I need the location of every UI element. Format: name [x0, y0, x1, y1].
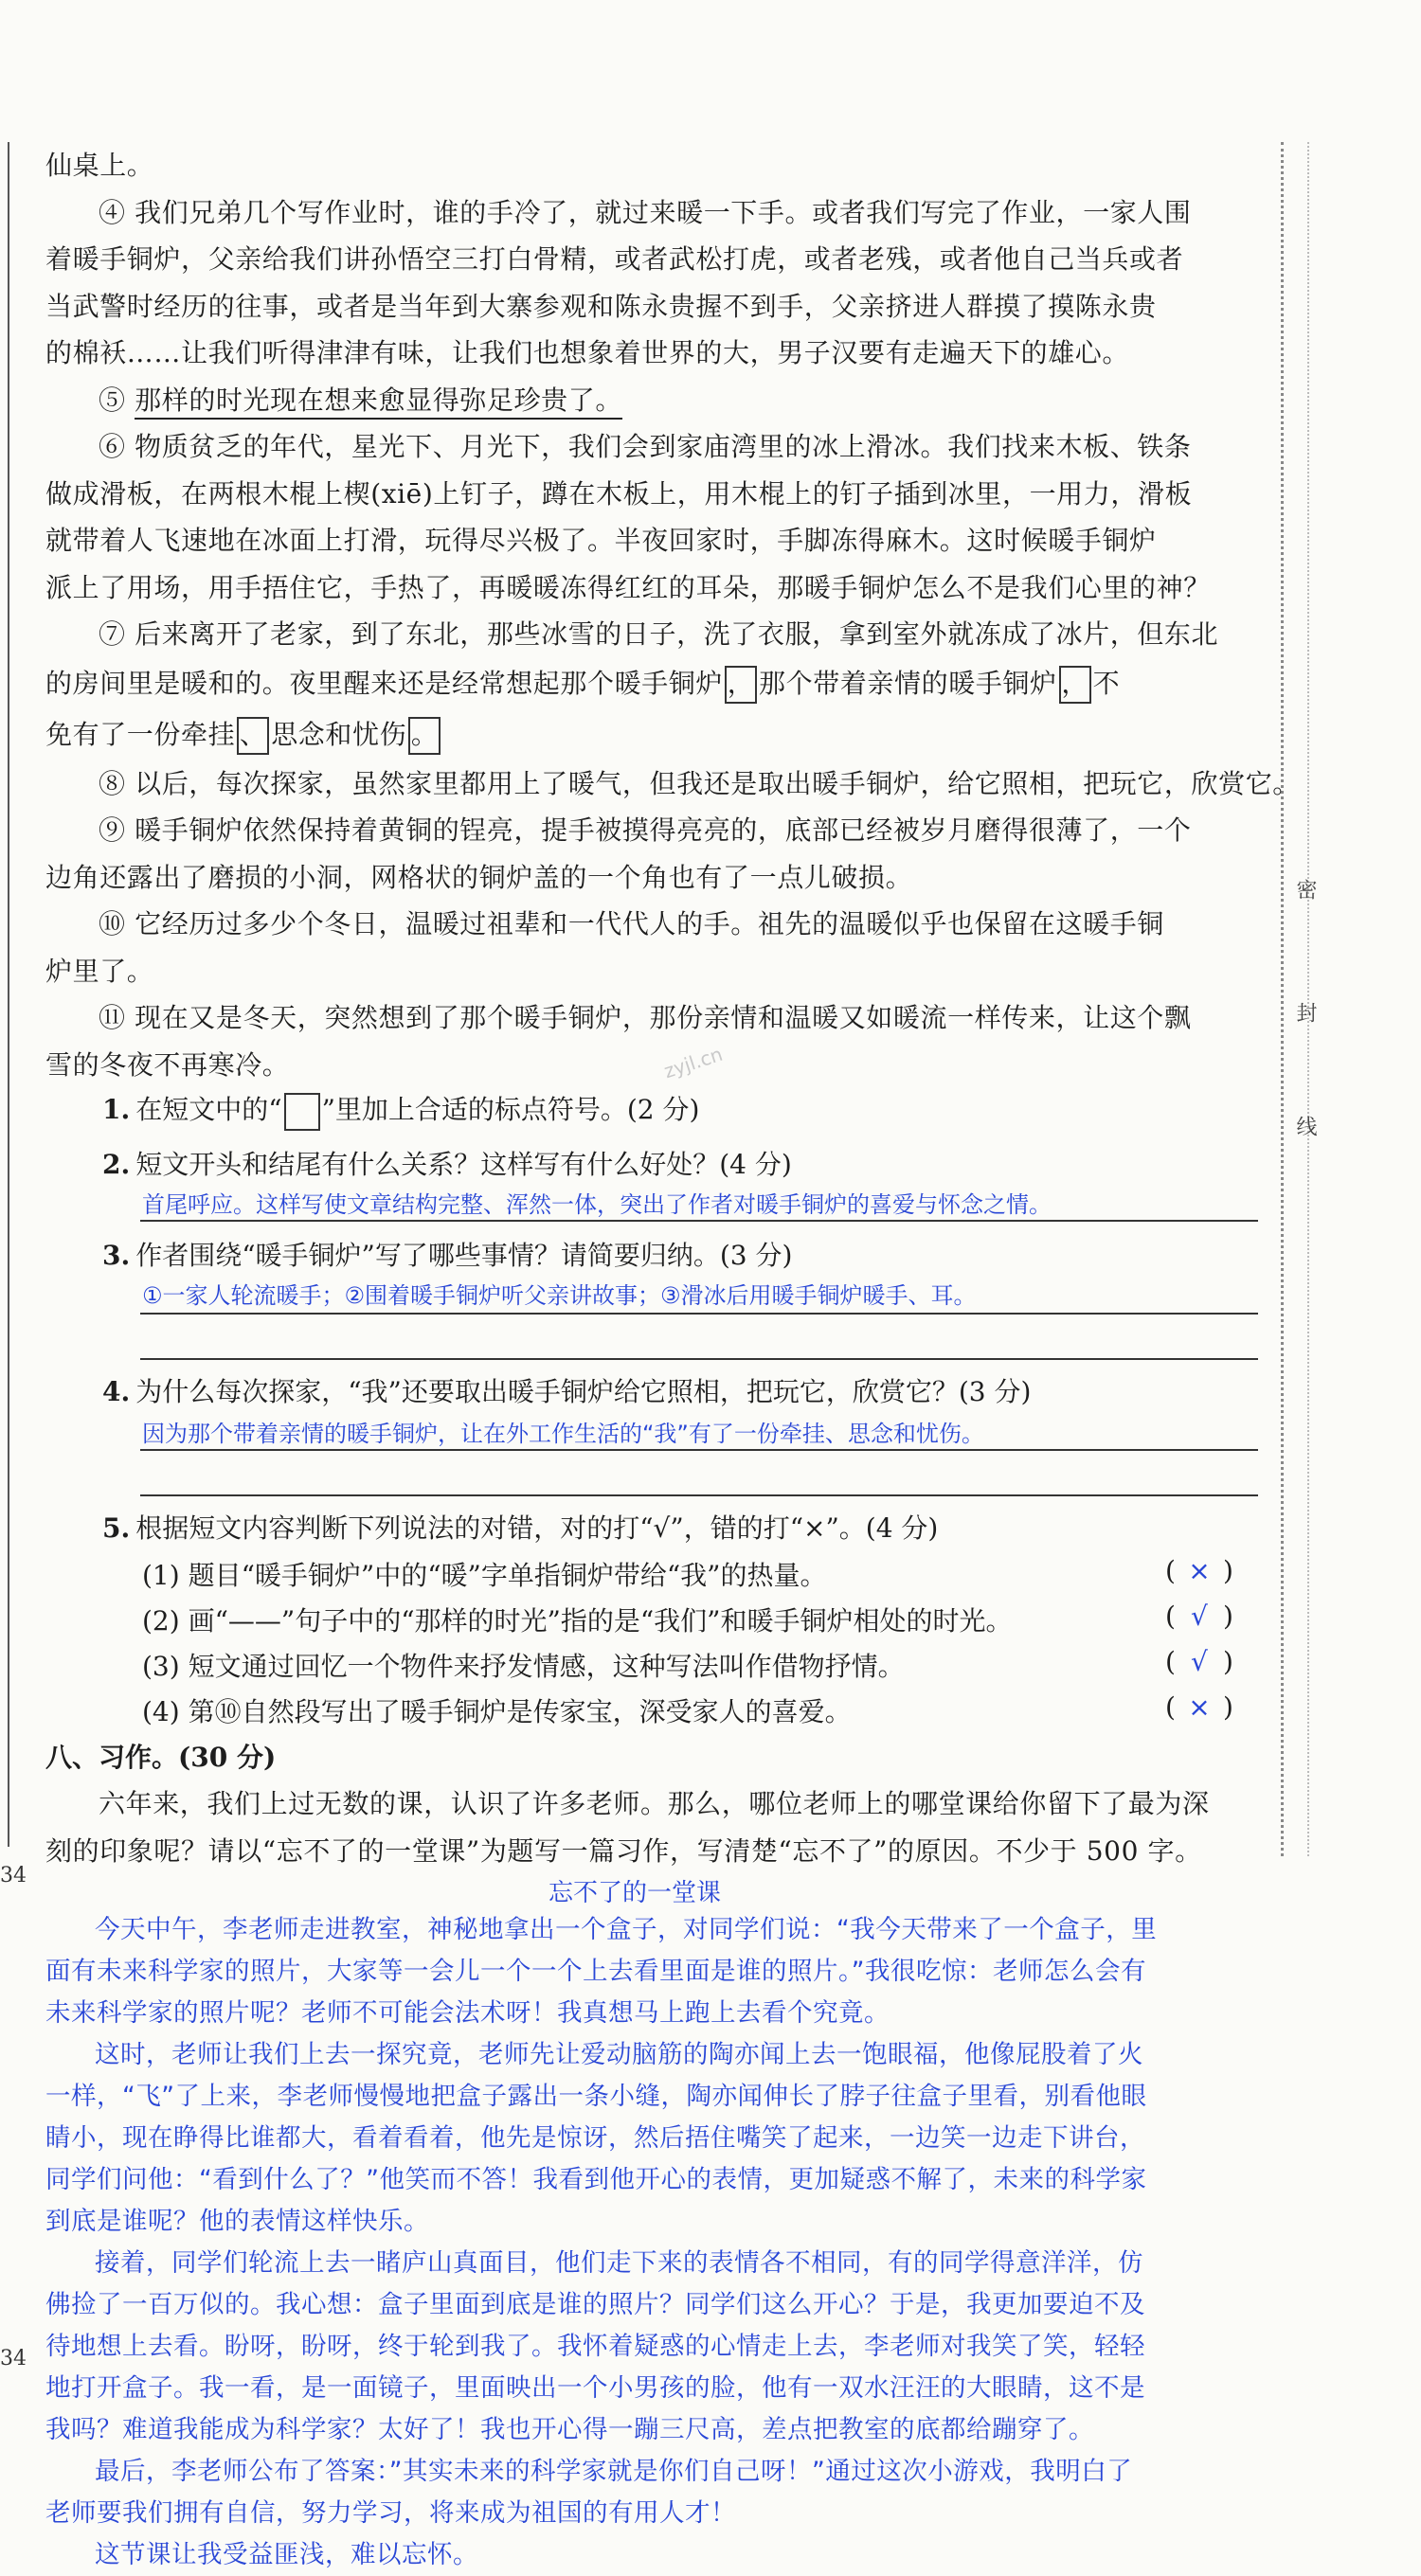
passage-line: ⑨ 暖手铜炉依然保持着黄铜的锃亮，提手被摸得亮亮的，底部已经被岁月磨得很薄了，一个	[99, 814, 1192, 846]
empty-box-icon	[284, 1093, 320, 1131]
judge-answer[interactable]: ( × )	[1165, 1555, 1233, 1586]
punctuation-box[interactable]: ，	[725, 666, 757, 704]
essay-line: 同学们问他：“看到什么了？”他笑而不答！我看到他开心的表情，更加疑惑不解了，未来的科学家	[45, 2165, 1147, 2194]
judge-item: (3) 短文通过回忆一个物件来抒发情感，这种写法叫作借物抒情。	[142, 1651, 905, 1682]
passage-paragraph-5	[45, 377, 1258, 424]
passage-line-with-boxes	[45, 658, 1258, 709]
passage-text: 那个带着亲情的暖手铜炉	[759, 667, 1057, 699]
judge-answer[interactable]: ( √ )	[1165, 1601, 1233, 1632]
passage-text: 免有了一份牵挂	[45, 718, 236, 750]
paragraph-number: ⑤	[99, 384, 126, 416]
question-1: 1. 在短文中的“ ”里加上合适的标点符号。(2 分)	[102, 1089, 699, 1131]
passage-text: 不	[1092, 667, 1121, 699]
question-3: 3. 作者围绕“暖手铜炉”写了哪些事情？请简要归纳。(3 分)	[102, 1240, 793, 1271]
essay-title: 忘不了的一堂课	[548, 1879, 721, 1907]
essay-line: 睛小，现在睁得比谁都大，看着看着，他先是惊讶，然后捂住嘴笑了起来，一边笑一边走下讲台，	[45, 2123, 1145, 2153]
question-4: 4. 为什么每次探家，“我”还要取出暖手铜炉给它照相，把玩它，欣赏它？(3 分)	[102, 1376, 1032, 1407]
answer-line	[140, 1220, 1258, 1222]
passage-text: 的房间里是暖和的。夜里醒来还是经常想起那个暖手铜炉	[45, 667, 724, 699]
essay-line: 我吗？难道我能成为科学家？太好了！我也开心得一蹦三尺高，差点把教室的底都给蹦穿了。	[45, 2415, 1094, 2444]
punctuation-box[interactable]: 、	[237, 717, 269, 755]
passage-line: ⑥ 物质贫乏的年代，星光下、月光下，我们会到家庙湾里的冰上滑冰。我们找来木板、铁条	[99, 431, 1192, 462]
answer-line	[140, 1313, 1258, 1315]
section-8-title: 八、习作。(30 分)	[45, 1742, 277, 1773]
answer-3[interactable]: ①一家人轮流暖手；②围着暖手铜炉听父亲讲故事；③滑冰后用暖手铜炉暖手、耳。	[142, 1282, 977, 1309]
essay-line: 未来科学家的照片呢？老师不可能会法术呀！我真想马上跑上去看个究竟。	[45, 1998, 890, 2028]
passage-line: ⑦ 后来离开了老家，到了东北，那些冰雪的日子，洗了衣服，拿到室外就冻成了冰片，但东北	[99, 618, 1219, 650]
passage-line: 派上了用场，用手捂住它，手热了，再暖暖冻得红红的耳朵，那暖手铜炉怎么不是我们心里的神？	[45, 571, 1211, 603]
cut-line-secondary	[1307, 142, 1309, 1856]
passage-line: ⑪ 现在又是冬天，突然想到了那个暖手铜炉，那份亲情和温暖又如暖流一样传来，让这个飘	[99, 1002, 1192, 1033]
prompt-line: 六年来，我们上过无数的课，认识了许多老师。那么，哪位老师上的哪堂课给你留下了最为深	[99, 1788, 1210, 1819]
cut-mark-seal: 密	[1293, 879, 1317, 900]
essay-line: 最后，李老师公布了答案：”其实未来的科学家就是你们自己呀！”通过这次小游戏，我明白了	[95, 2457, 1133, 2486]
passage-line: 仙桌上。	[45, 150, 154, 181]
passage-line: ⑩ 它经历过多少个冬日，温暖过祖辈和一代代人的手。祖先的温暖似乎也保留在这暖手铜	[99, 908, 1164, 939]
essay-line: 老师要我们拥有自信，努力学习，将来成为祖国的有用人才！	[45, 2498, 736, 2528]
answer-line	[140, 1494, 1258, 1496]
page-number: 34	[0, 2347, 27, 2370]
essay-line: 这节课让我受益匪浅，难以忘怀。	[95, 2540, 478, 2569]
left-margin-line	[8, 142, 9, 1847]
passage-line: 就带着人飞速地在冰面上打滑，玩得尽兴极了。半夜回家时，手脚冻得麻木。这时候暖手铜炉	[45, 525, 1157, 556]
punctuation-box[interactable]: 。	[408, 717, 441, 755]
answer-2[interactable]: 首尾呼应。这样写使文章结构完整、浑然一体，突出了作者对暖手铜炉的喜爱与怀念之情。	[142, 1191, 1052, 1218]
question-2: 2. 短文开头和结尾有什么关系？这样写有什么好处？(4 分)	[102, 1149, 792, 1180]
judge-answer[interactable]: ( √ )	[1165, 1646, 1233, 1677]
passage-line-with-boxes	[45, 709, 1258, 760]
essay-line: 这时，老师让我们上去一探究竟，老师先让爱动脑筋的陶亦闻上去一饱眼福，他像屁股着了火	[95, 2040, 1143, 2069]
essay-line: 面有未来科学家的照片，大家等一会儿一个一个上去看里面是谁的照片。”我很吃惊：老师怎么会有	[45, 1957, 1146, 1986]
passage-line: 做成滑板，在两根木棍上楔(xiē)上钉子，蹲在木板上，用木棍上的钉子插到冰里，一用力，滑板	[45, 477, 1193, 510]
passage-line: 当武警时经历的往事，或者是当年到大寨参观和陈永贵握不到手，父亲挤进人群摸了摸陈永贵	[45, 290, 1157, 322]
passage-line: 炉里了。	[45, 955, 154, 987]
essay-line: 待地想上去看。盼呀，盼呀，终于轮到我了。我怀着疑惑的心情走上去，李老师对我笑了笑，轻轻	[45, 2332, 1145, 2361]
watermark: zyjl.cn	[660, 1042, 726, 1083]
judge-item: (4) 第⑩自然段写出了暖手铜炉是传家宝，深受家人的喜爱。	[142, 1696, 852, 1727]
judge-item: (2) 画“——”句子中的“那样的时光”指的是“我们”和暖手铜炉相处的时光。	[142, 1605, 1013, 1637]
passage-line: 雪的冬夜不再寒冷。	[45, 1048, 290, 1081]
essay-line: 一样，“飞”了上来，李老师慢慢地把盒子露出一条小缝，陶亦闻伸长了脖子往盒子里看，别看他眼	[45, 2082, 1147, 2111]
essay-line: 地打开盒子。我一看，是一面镜子，里面映出一个小男孩的脸，他有一双水汪汪的大眼睛，这不是	[45, 2373, 1145, 2403]
question-5: 5. 根据短文内容判断下列说法的对错，对的打“√”，错的打“×”。(4 分)	[102, 1512, 939, 1544]
page-number: 34	[0, 1864, 27, 1887]
cut-mark-line: 线	[1293, 1116, 1317, 1136]
cut-mark-seal: 封	[1293, 1002, 1317, 1023]
prompt-line: 刻的印象呢？请以“忘不了的一堂课”为题写一篇习作，写清楚“忘不了”的原因。不少于 500 字。	[45, 1834, 1202, 1867]
answer-line	[140, 1449, 1258, 1451]
essay-line: 佛捡了一百万似的。我心想：盒子里面到底是谁的照片？同学们这么开心？于是，我更加要迫不及	[45, 2290, 1145, 2319]
passage-line: ⑧ 以后，每次探家，虽然家里都用上了暖气，但我还是取出暖手铜炉，给它照相，把玩它，欣赏它。	[99, 767, 1300, 799]
writing-prompt	[45, 1780, 1258, 1874]
passage-text: 思念和忧伤	[271, 718, 407, 750]
cut-line	[1281, 142, 1284, 1856]
judge-item: (1) 题目“暖手铜炉”中的“暖”字单指铜炉带给“我”的热量。	[142, 1560, 827, 1591]
passage-line: 着暖手铜炉，父亲给我们讲孙悟空三打白骨精，或者武松打虎，或者老残，或者他自己当兵或者	[45, 243, 1184, 275]
reading-passage	[45, 142, 1300, 1088]
passage-line: 边角还露出了磨损的小洞，网格状的铜炉盖的一个角也有了一点儿破损。	[45, 861, 913, 893]
essay-line: 到底是谁呢？他的表情这样快乐。	[45, 2207, 429, 2236]
underlined-sentence: 那样的时光现在想来愈显得弥足珍贵了。	[135, 385, 622, 420]
judge-answer[interactable]: ( × )	[1165, 1691, 1233, 1723]
answer-4[interactable]: 因为那个带着亲情的暖手铜炉，让在外工作生活的“我”有了一份牵挂、思念和忧伤。	[142, 1421, 984, 1447]
essay-line: 接着，同学们轮流上去一睹庐山真面目，他们走下来的表情各不相同，有的同学得意洋洋，仿	[95, 2248, 1143, 2278]
answer-line	[140, 1358, 1258, 1360]
passage-line: ④ 我们兄弟几个写作业时，谁的手冷了，就过来暖一下手。或者我们写完了作业，一家人围	[99, 196, 1192, 228]
punctuation-box[interactable]: ，	[1059, 666, 1091, 704]
essay-body[interactable]	[45, 1909, 1277, 2576]
essay-line: 今天中午，李老师走进教室，神秘地拿出一个盒子，对同学们说：“我今天带来了一个盒子，里	[95, 1915, 1158, 1944]
passage-line: 的棉袄……让我们听得津津有味，让我们也想象着世界的大，男子汉要有走遍天下的雄心。	[45, 337, 1130, 368]
